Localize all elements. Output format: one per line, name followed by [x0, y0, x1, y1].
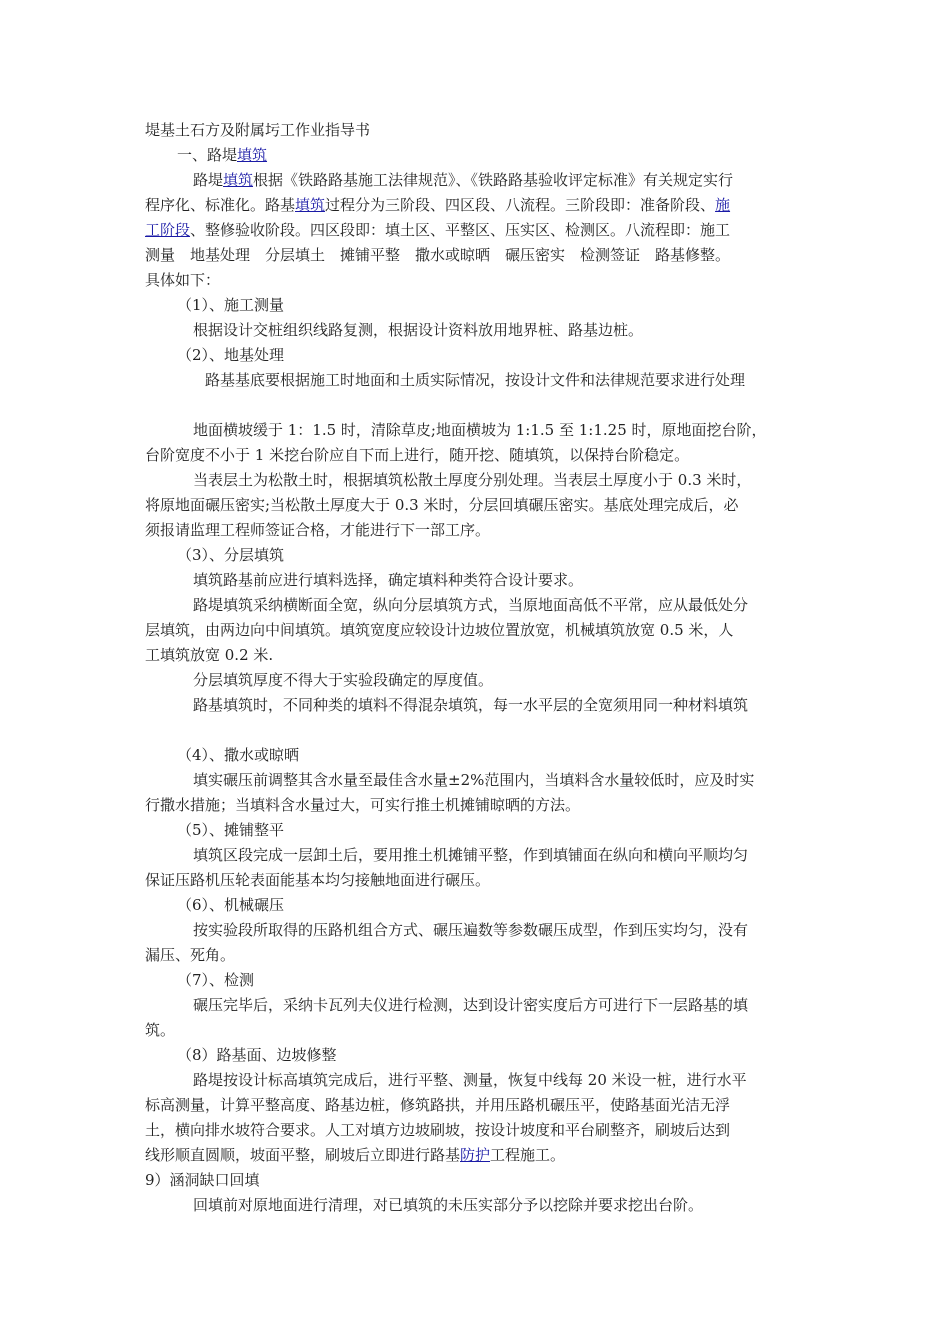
link-tianzhu[interactable]: 填筑	[237, 146, 268, 164]
paragraph-line: 土，横向排水坡符合要求。人工对填方边坡刷坡，按设计坡度和平台刷整齐，刷坡后达到	[145, 1121, 731, 1139]
subheading: （1）、施工测量	[177, 296, 285, 314]
paragraph-line: 路基基底要根据施工时地面和土质实际情况，按设计文件和法律规范要求进行处理	[205, 371, 746, 389]
paragraph-line: 台阶宽度不小于 1 米挖台阶应自下而上进行，随开挖、随填筑，以保持台阶稳定。	[145, 446, 690, 464]
section-heading-1: 一、路堤填筑	[177, 146, 268, 164]
paragraph-line: 路堤填筑采纳横断面全宽，纵向分层填筑方式，当原地面高低不平常，应从最低处分	[193, 596, 749, 614]
paragraph-line: 当表层土为松散土时，根据填筑松散土厚度分别处理。当表层土厚度小于 0.3 米时，	[193, 471, 752, 489]
paragraph-line: 路基填筑时，不同种类的填料不得混杂填筑，每一水平层的全宽须用同一种材料填筑	[193, 696, 749, 714]
paragraph-line: 填筑路基前应进行填料选择，确定填料种类符合设计要求。	[193, 571, 584, 589]
link-construction-stage[interactable]: 工阶段	[145, 221, 191, 239]
subheading: （5）、摊铺整平	[177, 821, 285, 839]
subheading: （3）、分层填筑	[177, 546, 285, 564]
paragraph-line: 具体如下：	[145, 271, 221, 289]
paragraph-line: 测量 地基处理 分层填土 摊铺平整 撒水或晾晒 碾压密实 检测签证 路基修整。	[145, 246, 731, 264]
paragraph-line: 层填筑，由两边向中间填筑。填筑宽度应较设计边坡位置放宽，机械填筑放宽 0.5 米，人	[145, 621, 734, 639]
link-construction-stage[interactable]: 施	[715, 196, 731, 214]
subheading: 9）涵洞缺口回填	[145, 1171, 260, 1189]
paragraph-line: 工阶段、整修验收阶段。四区段即：填土区、平整区、压实区、检测区。八流程即：施工	[145, 221, 731, 239]
paragraph-line: 分层填筑厚度不得大于实验段确定的厚度值。	[193, 671, 494, 689]
link-tianzhu[interactable]: 填筑	[223, 171, 254, 189]
paragraph-line: 程序化、标准化。路基填筑过程分为三阶段、四区段、八流程。三阶段即：准备阶段、施	[145, 196, 731, 214]
paragraph-line: 路堤填筑根据《铁路路基施工法律规范》、《铁路路基验收评定标准》有关规定实行	[193, 171, 734, 189]
paragraph-line: 工填筑放宽 0.2 米.	[145, 646, 274, 664]
paragraph-line: 行撒水措施；当填料含水量过大，可实行推土机摊铺晾晒的方法。	[145, 796, 581, 814]
paragraph-line: 漏压、死角。	[145, 946, 236, 964]
subheading: （8）路基面、边坡修整	[177, 1046, 337, 1064]
paragraph-line: 标高测量，计算平整高度、路基边桩，修筑路拱，并用压路机碾压平，使路基面光洁无浮	[145, 1096, 731, 1114]
paragraph-line: 地面横坡缓于 1：1.5 时，清除草皮;地面横坡为 1:1.5 至 1:1.25 时，原地面挖台阶，	[193, 421, 767, 439]
paragraph-line: 保证压路机压轮表面能基本均匀接触地面进行碾压。	[145, 871, 491, 889]
paragraph-line: 填筑区段完成一层卸土后，要用推土机摊铺平整，作到填铺面在纵向和横向平顺均匀	[193, 846, 749, 864]
paragraph-line: 回填前对原地面进行清理，对已填筑的未压实部分予以挖除并要求挖出台阶。	[193, 1196, 704, 1214]
link-protection[interactable]: 防护	[460, 1146, 491, 1164]
paragraph-line: 路堤按设计标高填筑完成后，进行平整、测量，恢复中线每 20 米设一桩，进行水平	[193, 1071, 747, 1089]
paragraph-line: 碾压完毕后，采纳卡瓦列夫仪进行检测，达到设计密实度后方可进行下一层路基的填	[193, 996, 749, 1014]
paragraph-line: 将原地面碾压密实;当松散土厚度大于 0.3 米时，分层回填碾压密实。基底处理完成后，必	[145, 496, 739, 514]
paragraph-line: 按实验段所取得的压路机组合方式、碾压遍数等参数碾压成型，作到压实均匀，没有	[193, 921, 749, 939]
document-body	[145, 118, 810, 1218]
subheading: （2）、地基处理	[177, 346, 285, 364]
link-tianzhu[interactable]: 填筑	[295, 196, 326, 214]
paragraph-line: 填实碾压前调整其含水量至最佳含水量±2%范围内，当填料含水量较低时，应及时实	[193, 771, 755, 789]
paragraph-line: 筑。	[145, 1021, 176, 1039]
document-title: 堤基土石方及附属圬工作业指导书	[145, 121, 371, 139]
paragraph-line: 根据设计交桩组织线路复测，根据设计资料放用地界桩、路基边桩。	[193, 321, 644, 339]
paragraph-line: 须报请监理工程师签证合格，才能进行下一部工序。	[145, 521, 491, 539]
paragraph-line: 线形顺直圆顺，坡面平整，刷坡后立即进行路基防护工程施工。	[145, 1146, 566, 1164]
subheading: （4）、撒水或晾晒	[177, 746, 300, 764]
subheading: （7）、检测	[177, 971, 255, 989]
subheading: （6）、机械碾压	[177, 896, 285, 914]
